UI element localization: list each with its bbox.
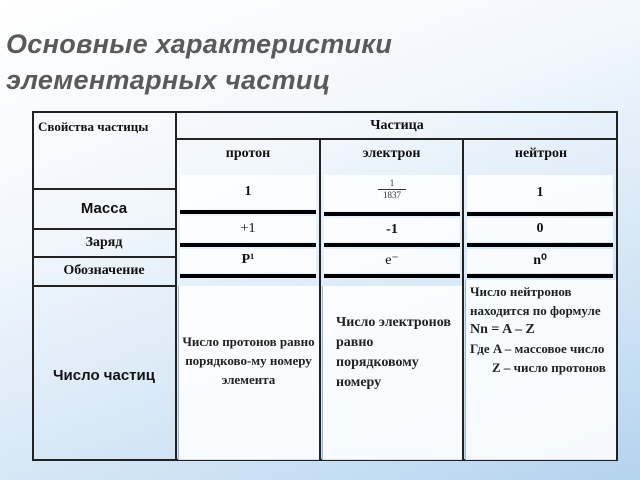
- proton-symbol-underline: [180, 274, 316, 278]
- fraction-numerator: 1: [389, 178, 395, 188]
- neutron-where: Где A – массовое число: [470, 341, 605, 356]
- col-header-electron: электрон: [362, 146, 421, 161]
- proton-symbol-value: P¹: [241, 252, 255, 267]
- electron-mass-underline: [324, 212, 460, 216]
- neutron-mass-underline: [467, 212, 613, 216]
- group-header: Частица: [370, 118, 424, 133]
- electron-symbol-value: e⁻: [385, 253, 399, 268]
- slide-title: [6, 26, 606, 98]
- row-label-charge: Заряд: [85, 235, 123, 250]
- row-divider-3: [32, 256, 176, 258]
- neutron-mass-value: 1: [536, 185, 544, 200]
- col-divider-proton: [319, 139, 321, 461]
- header-divider: [175, 138, 618, 140]
- neutron-symbol-value: n⁰: [533, 253, 547, 268]
- neutron-charge-underline: [467, 243, 613, 247]
- electron-charge-value: -1: [386, 222, 398, 237]
- proton-charge-value: +1: [240, 221, 256, 236]
- neutron-z: Z – число протонов: [492, 360, 606, 375]
- neutron-count-block: [470, 282, 612, 377]
- electron-mass-fraction: [324, 178, 460, 201]
- row-label-symbol: Обозначение: [63, 263, 145, 278]
- neutron-formula: Nn = A – Z: [470, 322, 535, 337]
- fraction-denominator: 1837: [383, 190, 401, 200]
- title-line-1: Основные характеристики: [6, 29, 393, 59]
- neutron-charge-value: 0: [536, 221, 544, 236]
- proton-count-text: Число протонов равно порядково-му номеру элемента: [182, 334, 315, 387]
- row-divider-4: [32, 285, 176, 287]
- electron-count-text: Число электронов равно порядковому номеру: [336, 315, 451, 390]
- col-divider-electron: [462, 139, 464, 461]
- row-label-count: Число частиц: [53, 367, 155, 384]
- title-line-2: элементарных частиц: [6, 65, 331, 95]
- col-header-proton: протон: [225, 146, 271, 161]
- row-divider-2: [32, 228, 176, 230]
- corner-header: Свойства частицы: [38, 119, 149, 134]
- proton-mass-value: 1: [244, 184, 252, 199]
- neutron-symbol-underline: [467, 274, 613, 278]
- electron-charge-underline: [324, 243, 460, 247]
- proton-charge-underline: [180, 243, 316, 247]
- row-label-mass: Масса: [80, 200, 128, 217]
- row-divider-1: [32, 188, 176, 190]
- neutron-count-text: Число нейтронов находится по формуле: [470, 284, 601, 318]
- electron-symbol-underline: [324, 274, 460, 278]
- proton-mass-underline: [180, 210, 316, 214]
- col-header-neutron: нейтрон: [514, 146, 568, 161]
